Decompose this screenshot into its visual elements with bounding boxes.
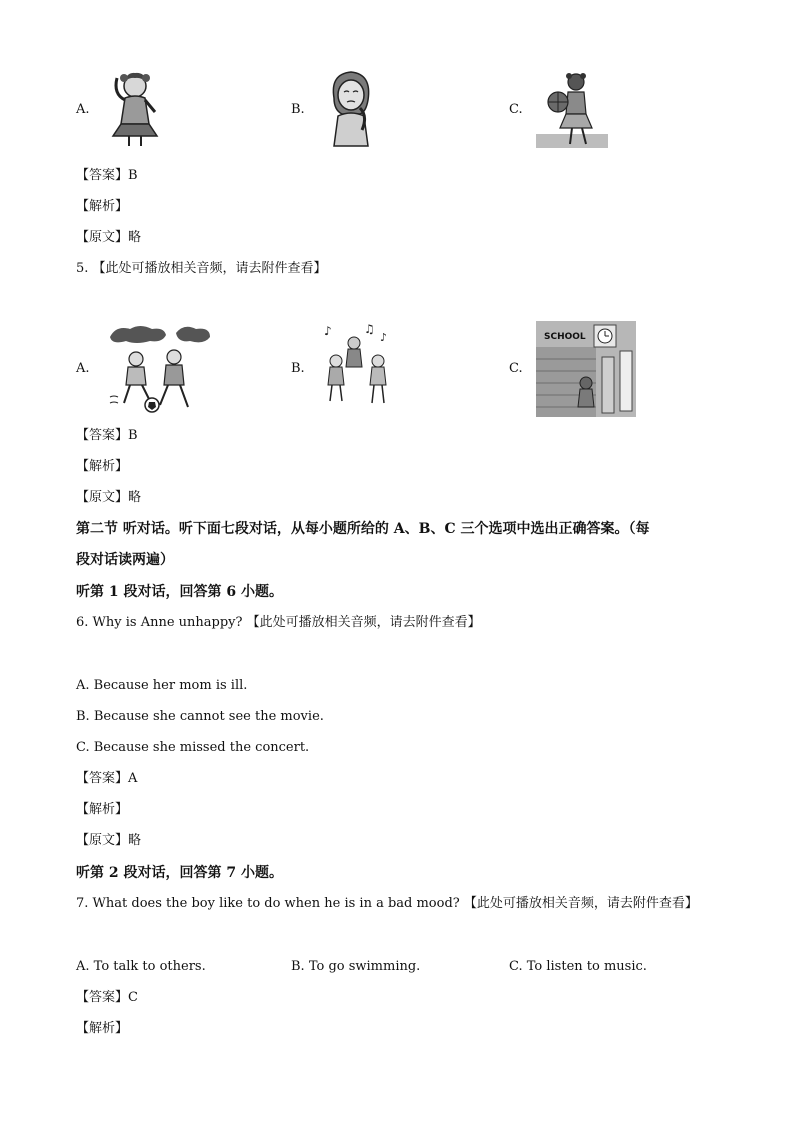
q5-analysis: 【解析】 [76, 459, 129, 474]
svg-text:♪: ♪ [324, 324, 332, 338]
q7-intro: 听第 2 段对话，回答第 7 小题。 [76, 865, 283, 881]
boys-playing-football-rain-illustration [106, 323, 212, 415]
q5-option-c-label: C. [509, 361, 523, 376]
q6-option-a: A. Because her mom is ill. [76, 678, 248, 693]
q5-option-a-label: A. [76, 361, 90, 376]
q5-original: 【原文】略 [76, 490, 142, 505]
q6-option-b: B. Because she cannot see the movie. [76, 709, 324, 724]
q4-option-b-label: B. [291, 102, 305, 117]
girl-basketball-illustration [536, 70, 608, 150]
q7-option-a: A. To talk to others. [76, 959, 206, 974]
q7-option-c: C. To listen to music. [509, 959, 647, 974]
q7-stem: 7. What does the boy like to do when he is in a bad mood? 【此处可播放相关音频，请去附件查看】 [76, 896, 698, 911]
section2-heading: 第二节 听对话。听下面七段对话，从每小题所给的 A、B、C 三个选项中选出正确答案。（每 [76, 521, 650, 537]
q5-answer: 【答案】B [76, 428, 138, 443]
q5-stem: 5. 【此处可播放相关音频，请去附件查看】 [76, 261, 327, 276]
q6-original: 【原文】略 [76, 833, 142, 848]
q4-answer: 【答案】B [76, 168, 138, 183]
q7-answer: 【答案】C [76, 990, 138, 1005]
q4-option-c-label: C. [509, 102, 523, 117]
q7-option-b: B. To go swimming. [291, 959, 421, 974]
q4-option-a-label: A. [76, 102, 90, 117]
q4-original: 【原文】略 [76, 230, 142, 245]
q6-analysis: 【解析】 [76, 802, 129, 817]
school-building-girl-illustration [536, 321, 636, 417]
svg-text:♪: ♪ [380, 331, 388, 344]
girl-waving-illustration [105, 68, 163, 148]
q6-option-c: C. Because she missed the concert. [76, 740, 310, 755]
q4-analysis: 【解析】 [76, 199, 129, 214]
section2-heading-cont: 段对话读两遍） [76, 552, 174, 568]
q6-stem: 6. Why is Anne unhappy? 【此处可播放相关音频，请去附件查看】 [76, 615, 481, 630]
q6-answer: 【答案】A [76, 771, 138, 786]
q7-analysis: 【解析】 [76, 1021, 129, 1036]
q5-option-b-label: B. [291, 361, 305, 376]
girl-sad-illustration [326, 68, 376, 148]
school-sign-text: SCHOOL [544, 332, 586, 342]
svg-text:♫: ♫ [364, 322, 375, 336]
kids-dancing-music-illustration [320, 321, 396, 407]
q6-intro: 听第 1 段对话，回答第 6 小题。 [76, 584, 283, 600]
